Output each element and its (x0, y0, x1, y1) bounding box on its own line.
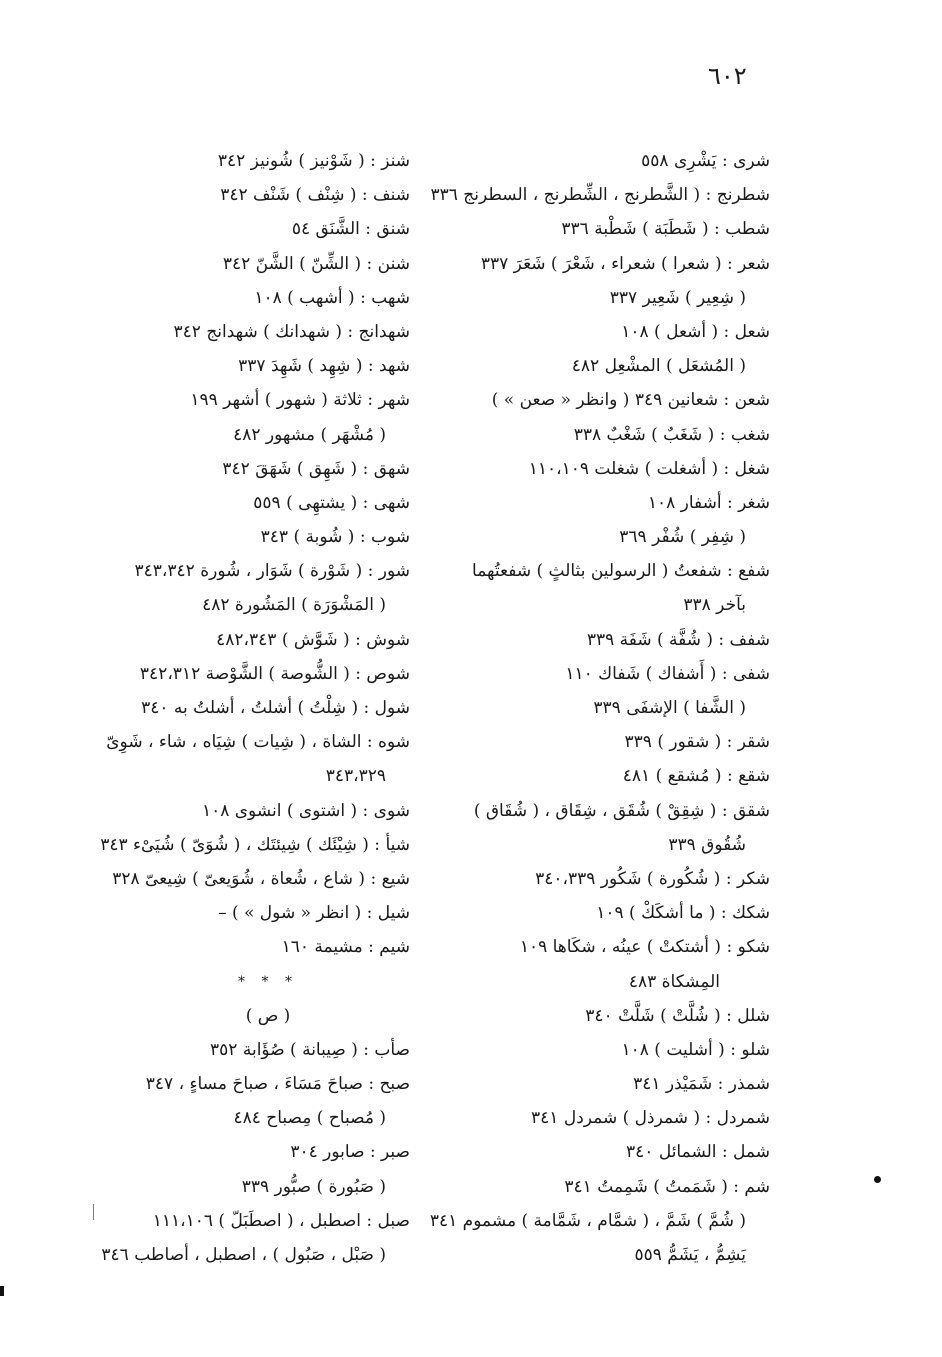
ink-speck (874, 1176, 881, 1183)
entry-line: شفى : ( أَشفاك ) شَفاك ١١٠ (565, 663, 770, 684)
entry-line: شوص : ( الشُّوصة ) الشَّوْصة ٣٤٢،٣١٢ (139, 663, 410, 684)
entry-line: صبح : صباحَ مَسَاءَ ، صباحَ مساءٍ ، ٣٤٧ (145, 1074, 410, 1095)
right-column (429, 144, 770, 1272)
entry-subline: ٣٤٣،٣٢٩ (325, 766, 386, 787)
margin-mark (93, 1204, 94, 1220)
entry-line: شمل : الشمائل ٣٤٠ (626, 1142, 770, 1163)
entry-line: شفع : شفعتُ ( الرسولين بثالثٍ ) شفعتُهما (472, 561, 770, 582)
entry-subline: بآخر ٣٣٨ (683, 595, 746, 616)
entry-line: شقق : ( شِقِقْ ) شُقَق ، شِقَاق ، ( شُقَاق ) (473, 800, 770, 821)
entry-line: شلو : ( أشليت ) ١٠٨ (621, 1039, 770, 1060)
section-divider: * * * (238, 973, 298, 990)
entry-line: شعن : شعانين ٣٤٩ ( وانظر « صعن » ) (491, 390, 770, 411)
entry-line: شكر : ( شُكُورة ) شَكُور ٣٤٠،٣٣٩ (535, 868, 770, 889)
entry-subline: ( شُمَّ ) شَمَّ ، ( شمَّام ، شَمَّامة ) مشموم ٣٤١ (429, 1210, 746, 1231)
entry-subline: ( المُشعَل ) المشْعِل ٤٨٢ (571, 356, 746, 377)
entry-line: شغر : أشفار ١٠٨ (647, 492, 770, 513)
entry-line: شكك : ( ما أشكَكْ ) ١٠٩ (596, 903, 770, 924)
entry-line: شعل : ( أشعل ) ١٠٨ (621, 321, 770, 342)
section-heading: ( ص ) (245, 1005, 291, 1026)
entry-line: شهى : ( يشتهِى ) ٥٥٩ (253, 492, 410, 513)
entry-line: شيع : ( شاع ، شُعاة ، شُوَيعىّ ) شِيعىّ ٣٢٨ (112, 868, 410, 889)
entry-subline: ( صَبْل ، صَبُول ) ، اصطبل ، أصاطب ٣٤٦ (101, 1245, 386, 1265)
entry-subline: شُقُوق ٣٣٩ (668, 834, 746, 855)
entry-line: شيأ : ( شِيْئَك ) شِيئتَك ، ( شُوَىّ ) شُيَىْء ٣٤٣ (100, 834, 410, 855)
entry-line: شغل : ( أشغلت ) شغلت ١١٠،١٠٩ (528, 458, 770, 479)
entry-line: شهد : ( شِهِد ) شَهِدَ ٣٣٧ (238, 356, 410, 377)
entry-line: شعر : ( شعرا ) شعراء ، شَعْرَ ) شَعَرَ ٣٣٧ (480, 253, 770, 274)
entry-line: شيم : مشيمة ١٦٠ (281, 937, 410, 958)
entry-line: شنف : ( شِنْف ) شَنْف ٣٤٢ (220, 185, 410, 206)
left-column (96, 144, 410, 1272)
entry-subline: ( شِفِر ) شُفْر ٣٦٩ (619, 527, 746, 548)
entry-line: شوه : الشاة ، ( شِيات ) شِيَاه ، شاء ، شَوِىّ (106, 732, 410, 753)
entry-subline: ( صَبُورة ) صبُّور ٣٣٩ (241, 1176, 386, 1197)
entry-line: صبل : اصطبل ، ( اصطَبَلّ ) ١١١،١٠٦ (152, 1210, 410, 1231)
entry-subline: ( الشَّفا ) الإشفَى ٣٣٩ (593, 698, 746, 718)
entry-subline: ( مُشْهَر ) مشهور ٤٨٢ (233, 424, 386, 445)
entry-line: شطرنج : ( الشَّطرنج ، الشِّطرنج ، السطرنج ٣٣٦ (430, 185, 770, 206)
edge-mark (0, 1286, 4, 1296)
entry-line: شغب : ( شَغَبٌ ) شَغْبٌ ٣٣٨ (573, 424, 770, 445)
entry-line: شوب : ( شُوبة ) ٣٤٣ (260, 527, 410, 548)
entry-subline: ( شِعِير ) شَعِير ٣٣٧ (609, 287, 746, 308)
entry-line: شوى : ( اشتوى ) انشوى ١٠٨ (201, 800, 410, 821)
entry-line: شهق : ( شَهِق ) شَهَقَ ٣٤٢ (222, 458, 410, 479)
entry-line: شهب : ( أشهب ) ١٠٨ (254, 287, 410, 308)
entry-line: شوش : ( شَوَّش ) ٤٨٢،٣٤٣ (216, 629, 410, 650)
entry-line: شقع : ( مُشقع ) ٤٨١ (622, 766, 770, 787)
entry-line: شنز : ( شَوْنيز ) شُونيز ٣٤٢ (217, 151, 410, 171)
page-number: ٦٠٢ (708, 62, 747, 90)
entry-line: شطب : ( شَطَبَة ) شَطْبة ٣٣٦ (561, 219, 770, 240)
entry-line: شم : ( شَمَمتُ ) شَمِمتُ ٣٤١ (564, 1176, 770, 1197)
entry-line: شقر : ( شقور ) ٣٣٩ (624, 732, 770, 753)
entry-line: شهدانج : ( شهدانك ) شهدانج ٣٤٢ (173, 321, 410, 342)
entry-line: شمذر : شَمَيْذر ٣٤١ (633, 1074, 770, 1095)
entry-subline: يَشِمُّ ، يَشَمُّ ٥٥٩ (634, 1245, 746, 1265)
entry-line: شفف : ( شُفَّة ) شَفَة ٣٣٩ (586, 629, 770, 650)
entry-line: شنن : ( الشِّنّ ) الشَّنّ ٣٤٢ (222, 253, 410, 274)
entry-line: شيل : ( انظر « شول » ) – (218, 903, 410, 924)
entry-line: شمردل : ( شمرذل ) شمردل ٣٤١ (531, 1108, 770, 1129)
entry-subline: المِشكاة ٤٨٣ (628, 971, 720, 992)
entry-line: شرى : يَشْرِى ٥٥٨ (641, 151, 770, 171)
entry-line: شول : ( شِلْتُ ) أشلتُ ، أشلتُ به ٣٤٠ (141, 698, 410, 718)
entry-line: صبر : صابور ٣٠٤ (290, 1142, 410, 1163)
entry-line: شكو : ( أشتكتْ ) عينُه ، شكَاها ١٠٩ (519, 937, 770, 958)
entry-line: شور : ( شَوْرة ) شَوَار ، شُورة ٣٤٣،٣٤٢ (134, 561, 410, 582)
entry-line: صأب : ( صِيبانة ) صُؤَابة ٣٥٢ (210, 1039, 410, 1060)
entry-subline: ( مُصباح ) مِصباح ٤٨٤ (233, 1108, 386, 1129)
entry-subline: ( المَشْوَرَة ) المَشُورة ٤٨٢ (202, 595, 386, 616)
entry-line: شهر : ثلاثة ( شهور ) أشهر ١٩٩ (190, 390, 410, 411)
entry-line: شنق : الشَّنَق ٥٤ (291, 219, 410, 240)
entry-line: شلل : ( شُلَّتْ ) شَلَّتْ ٣٤٠ (585, 1005, 770, 1026)
